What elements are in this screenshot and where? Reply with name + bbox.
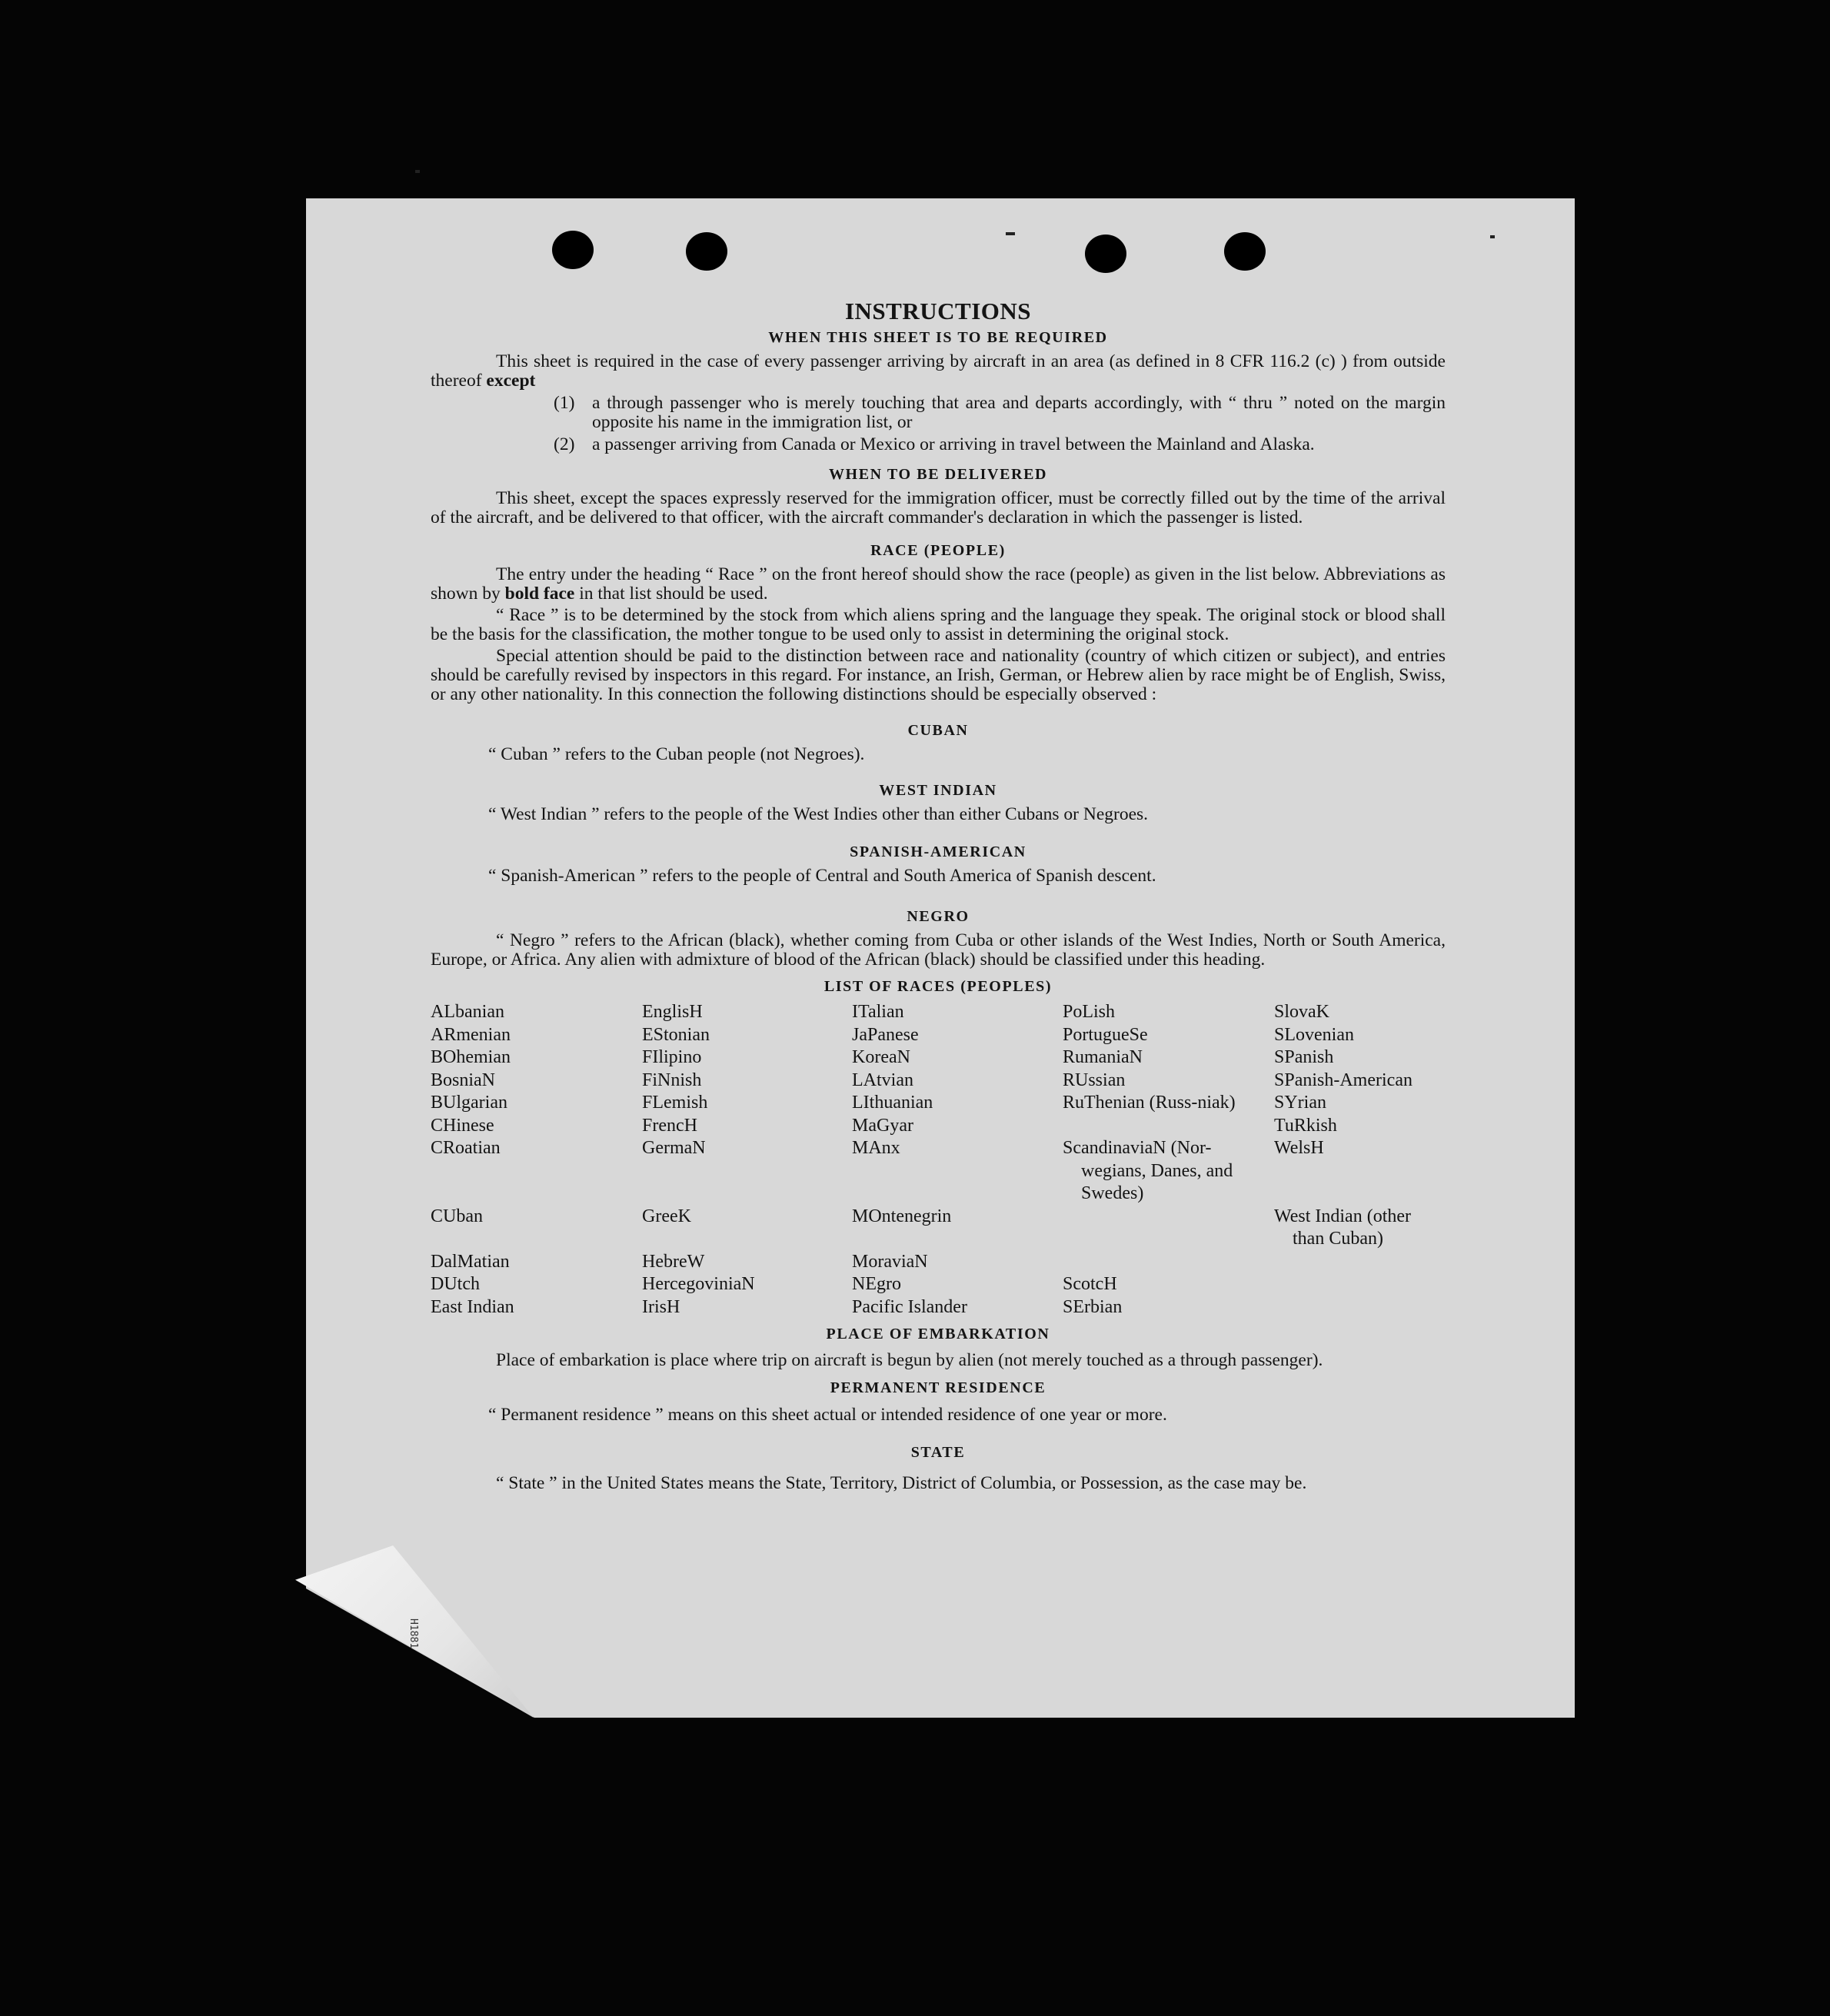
race-list bbox=[431, 1001, 1446, 1319]
race-item: SPanish-American bbox=[1274, 1070, 1412, 1090]
paragraph: “ Cuban ” refers to the Cuban people (not Negroes). bbox=[488, 744, 865, 764]
paragraph: “ West Indian ” refers to the people of the West Indies other than either Cubans or Negroes. bbox=[488, 804, 1149, 824]
section-heading: PLACE OF EMBARKATION bbox=[826, 1326, 1050, 1342]
race-item: DalMatian bbox=[431, 1251, 510, 1272]
race-item: ScotcH bbox=[1063, 1274, 1117, 1294]
race-item: WelsH bbox=[1274, 1138, 1324, 1158]
race-item: FiNnish bbox=[642, 1070, 702, 1090]
race-item: EnglisH bbox=[642, 1002, 703, 1022]
section-heading: CUBAN bbox=[907, 722, 969, 739]
paragraph: Place of embarkation is place where trip on aircraft is begun by alien (not merely touched as a through passenger). bbox=[496, 1350, 1323, 1370]
paragraph: “ State ” in the United States means the State, Territory, District of Columbia, or Possession, as the case may be. bbox=[496, 1473, 1307, 1493]
punch-hole bbox=[1224, 232, 1266, 271]
race-item: MOntenegrin bbox=[852, 1206, 952, 1226]
race-item: HebreW bbox=[642, 1251, 705, 1272]
race-item: DUtch bbox=[431, 1274, 480, 1294]
section-heading: STATE bbox=[910, 1444, 966, 1461]
section-heading: WHEN TO BE DELIVERED bbox=[828, 466, 1048, 483]
section-heading: PERMANENT RESIDENCE bbox=[830, 1379, 1046, 1396]
race-item: West Indian (other than Cuban) bbox=[1274, 1206, 1412, 1249]
race-item: FLemish bbox=[642, 1093, 708, 1113]
race-item: FIlipino bbox=[642, 1047, 702, 1067]
race-item: LAtvian bbox=[852, 1070, 913, 1090]
race-item bbox=[1274, 1296, 1446, 1319]
paragraph: “ Spanish-American ” refers to the people of Central and South America of Spanish descent. bbox=[488, 866, 1156, 886]
section-heading: WEST INDIAN bbox=[879, 782, 997, 799]
race-item bbox=[1274, 1251, 1446, 1274]
race-item: MaGyar bbox=[852, 1115, 913, 1136]
race-item: MAnx bbox=[852, 1138, 900, 1158]
race-item bbox=[1274, 1273, 1446, 1296]
race-item: HercegoviniaN bbox=[642, 1274, 755, 1294]
race-item: PoLish bbox=[1063, 1002, 1116, 1022]
race-item: NEgro bbox=[852, 1274, 901, 1294]
race-item: East Indian bbox=[431, 1296, 514, 1317]
race-item: RuThenian (Russ-niak) bbox=[1063, 1093, 1236, 1113]
dust-speck bbox=[1490, 235, 1495, 238]
race-item bbox=[1063, 1206, 1274, 1251]
race-item: TuRkish bbox=[1274, 1115, 1337, 1136]
race-item: SYrian bbox=[1274, 1093, 1326, 1113]
race-item: EStonian bbox=[642, 1024, 710, 1045]
race-item: KoreaN bbox=[852, 1047, 910, 1067]
list-item: (1) a through passenger who is merely touching that area and departs accordingly, with “ thru ” noted on the margin opposite his name in the immigration list, or bbox=[554, 393, 1446, 432]
race-item: JaPanese bbox=[852, 1024, 919, 1045]
race-item: ITalian bbox=[852, 1002, 904, 1022]
race-item: ARmenian bbox=[431, 1024, 511, 1045]
race-item: LIthuanian bbox=[852, 1093, 933, 1113]
paragraph: “ Race ” is to be determined by the stock from which aliens spring and the language they speak. The original stock or blood shall be the basis for the classification, the mother tongue to be used only to assist in determining the original stock. bbox=[431, 605, 1446, 644]
race-item: BosniaN bbox=[431, 1070, 495, 1090]
race-item: BOhemian bbox=[431, 1047, 511, 1067]
paragraph: Special attention should be paid to the distinction between race and nationality (country of which citizen or subject), and entries should be carefully revised by inspectors in this regard. For instance, an Irish, German, or Hebrew alien by race might be of English, Swiss, or any other nationality. In this connection the following distinctions should be especially observed : bbox=[431, 646, 1446, 704]
race-item: CHinese bbox=[431, 1115, 494, 1136]
race-item: ALbanian bbox=[431, 1002, 504, 1022]
race-item: SErbian bbox=[1063, 1296, 1123, 1317]
folded-corner-stamp: H1881 bbox=[408, 1618, 419, 1649]
section-heading: LIST OF RACES (PEOPLES) bbox=[824, 978, 1053, 995]
race-item: PortugueSe bbox=[1063, 1024, 1148, 1045]
race-item: IrisH bbox=[642, 1296, 680, 1317]
paragraph: “ Permanent residence ” means on this sheet actual or intended residence of one year or more. bbox=[488, 1405, 1167, 1425]
instructions-content bbox=[431, 298, 1446, 1495]
list-item: (2) a passenger arriving from Canada or Mexico or arriving in travel between the Mainland and Alaska. bbox=[554, 434, 1315, 454]
race-item: MoraviaN bbox=[852, 1251, 928, 1272]
race-item bbox=[1063, 1115, 1274, 1138]
section-heading: SPANISH-AMERICAN bbox=[850, 843, 1026, 860]
race-item: ScandinaviaN (Nor-wegians, Danes, and Swedes) bbox=[1063, 1138, 1233, 1203]
page-title: INSTRUCTIONS bbox=[844, 298, 1031, 324]
punch-hole bbox=[1085, 235, 1126, 273]
paragraph: This sheet, except the spaces expressly reserved for the immigration officer, must be correctly filled out by the time of the arrival of the aircraft, and be delivered to that officer, with the aircraft commander's declaration in which the passenger is listed. bbox=[431, 488, 1446, 527]
race-item: GermaN bbox=[642, 1138, 706, 1158]
dust-speck bbox=[415, 170, 420, 173]
section-heading: NEGRO bbox=[907, 908, 970, 925]
race-item: SLovenian bbox=[1274, 1024, 1354, 1045]
paragraph: “ Negro ” refers to the African (black), whether coming from Cuba or other islands of the West Indies, North or South America, Europe, or Africa. Any alien with admixture of blood of the African (black) should be classified under this heading. bbox=[431, 930, 1446, 970]
punch-hole bbox=[552, 231, 594, 269]
race-item: SlovaK bbox=[1274, 1002, 1329, 1022]
race-item: CUban bbox=[431, 1206, 483, 1226]
race-item: RumaniaN bbox=[1063, 1047, 1143, 1067]
dust-speck bbox=[1006, 232, 1015, 235]
race-item: BUlgarian bbox=[431, 1093, 507, 1113]
race-item: FrencH bbox=[642, 1115, 697, 1136]
race-item: GreeK bbox=[642, 1206, 691, 1226]
paragraph: This sheet is required in the case of every passenger arriving by aircraft in an area (as defined in 8 CFR 116.2 (c) ) from outside thereof except bbox=[431, 351, 1446, 391]
race-item: Pacific Islander bbox=[852, 1296, 967, 1317]
paragraph: The entry under the heading “ Race ” on the front hereof should show the race (people) as given in the list below. Abbreviations as shown by bold face in that list should be used. bbox=[431, 564, 1446, 604]
race-item: CRoatian bbox=[431, 1138, 501, 1158]
race-item: SPanish bbox=[1274, 1047, 1334, 1067]
section-heading: RACE (PEOPLE) bbox=[870, 542, 1006, 559]
section-heading: WHEN THIS SHEET IS TO BE REQUIRED bbox=[768, 329, 1108, 346]
race-item bbox=[1063, 1251, 1274, 1274]
race-item: RUssian bbox=[1063, 1070, 1126, 1090]
punch-hole bbox=[686, 232, 727, 271]
